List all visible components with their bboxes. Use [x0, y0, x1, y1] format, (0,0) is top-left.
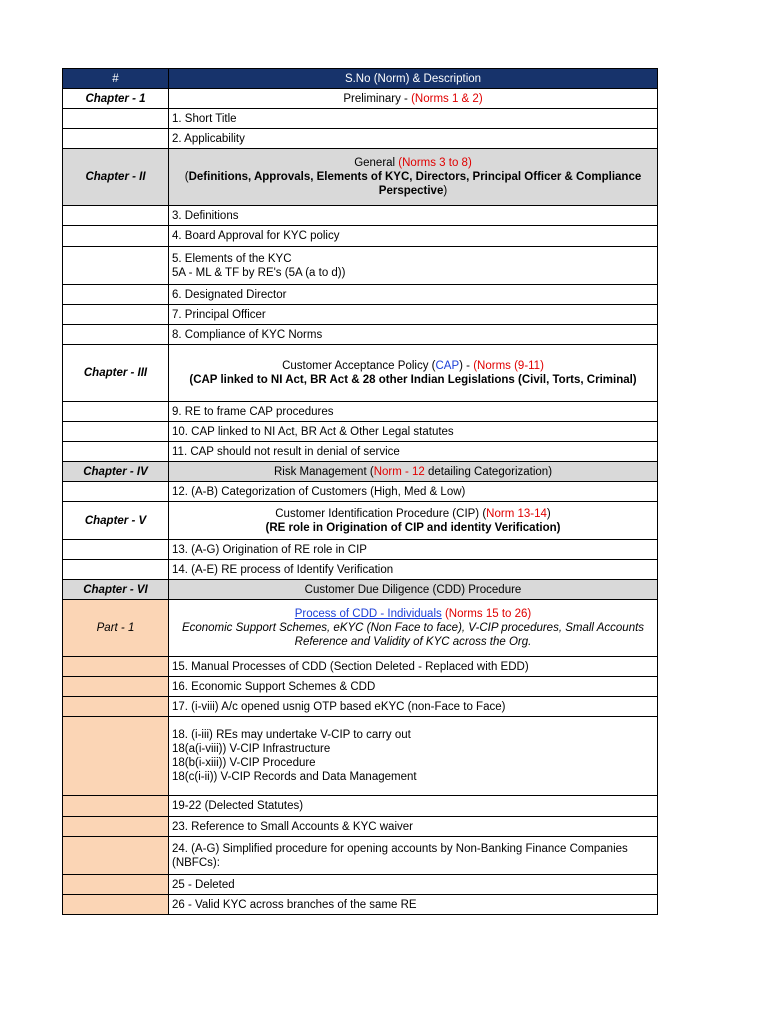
table-row: [63, 305, 658, 325]
chapter-row: [63, 89, 658, 109]
norm-item: 3. Definitions: [169, 206, 658, 226]
kyc-norms-table: [62, 68, 658, 915]
table-row: [63, 442, 658, 462]
chapter-3-title: Customer Acceptance Policy (CAP) - (Norms (9-11) (CAP linked to NI Act, BR Act & 28 other Indian Legislations (Civil, Torts, Criminal): [169, 345, 658, 402]
part-1-label: Part - 1: [63, 600, 169, 657]
norm-item: 14. (A-E) RE process of Identify Verification: [169, 560, 658, 580]
table-row: [63, 129, 658, 149]
part-row: [63, 600, 658, 657]
norm-item: 2. Applicability: [169, 129, 658, 149]
table-row: [63, 796, 658, 817]
chapter-4-title: Risk Management (Norm - 12 detailing Categorization): [169, 462, 658, 482]
table-row: [63, 206, 658, 226]
table-row: [63, 540, 658, 560]
norm-item: 10. CAP linked to NI Act, BR Act & Other Legal statutes: [169, 422, 658, 442]
norm-item: 19-22 (Delected Statutes): [169, 796, 658, 817]
part-1-title: Process of CDD - Individuals (Norms 15 to 26) Economic Support Schemes, eKYC (Non Face to face), V-CIP procedures, Small Accounts Reference and Validity of KYC across the Org.: [169, 600, 658, 657]
table-row: [63, 402, 658, 422]
norm-item: 24. (A-G) Simplified procedure for opening accounts by Non-Banking Finance Companies (NBFCs):: [169, 837, 658, 875]
norm-item: 13. (A-G) Origination of RE role in CIP: [169, 540, 658, 560]
table-row: [63, 817, 658, 837]
chapter-row: [63, 502, 658, 540]
table-header-row: [63, 69, 658, 89]
process-of-cdd-link[interactable]: Process of CDD - Individuals: [294, 608, 442, 620]
norm-item: 16. Economic Support Schemes & CDD: [169, 677, 658, 697]
norm-item: 18. (i-iii) REs may undertake V-CIP to carry out 18(a(i-viii)) V-CIP Infrastructure 18(b(i-xiii)) V-CIP Procedure 18(c(i-ii)) V-CIP Records and Data Management: [169, 717, 658, 796]
norm-item: 15. Manual Processes of CDD (Section Deleted - Replaced with EDD): [169, 657, 658, 677]
norm-item: 11. CAP should not result in denial of service: [169, 442, 658, 462]
chapter-6-title: Customer Due Diligence (CDD) Procedure: [169, 580, 658, 600]
chapter-row: [63, 149, 658, 206]
table-row: [63, 657, 658, 677]
norm-item: 6. Designated Director: [169, 285, 658, 305]
table-row: [63, 482, 658, 502]
chapter-6-label: Chapter - VI: [63, 580, 169, 600]
table-row: [63, 226, 658, 247]
table-row: [63, 422, 658, 442]
norm-item: 7. Principal Officer: [169, 305, 658, 325]
table-row: [63, 717, 658, 796]
table-row: [63, 285, 658, 305]
norm-item: 4. Board Approval for KYC policy: [169, 226, 658, 247]
chapter-2-title: General (Norms 3 to 8) (Definitions, Approvals, Elements of KYC, Directors, Principal Officer & Compliance Perspective): [169, 149, 658, 206]
header-description: S.No (Norm) & Description: [169, 69, 658, 89]
norm-item: 17. (i-viii) A/c opened usnig OTP based eKYC (non-Face to Face): [169, 697, 658, 717]
chapter-1-title: Preliminary - (Norms 1 & 2): [169, 89, 658, 109]
table-row: [63, 247, 658, 285]
chapter-row: [63, 462, 658, 482]
header-hash: #: [63, 69, 169, 89]
chapter-2-label: Chapter - II: [63, 149, 169, 206]
chapter-4-label: Chapter - IV: [63, 462, 169, 482]
table-row: [63, 875, 658, 895]
table-row: [63, 677, 658, 697]
chapter-1-label: Chapter - 1: [63, 89, 169, 109]
table-row: [63, 560, 658, 580]
norm-item: 1. Short Title: [169, 109, 658, 129]
table-row: [63, 837, 658, 875]
norm-item: 12. (A-B) Categorization of Customers (High, Med & Low): [169, 482, 658, 502]
chapter-3-label: Chapter - III: [63, 345, 169, 402]
norm-item: 8. Compliance of KYC Norms: [169, 325, 658, 345]
table-row: [63, 895, 658, 915]
table-row: [63, 697, 658, 717]
chapter-5-title: Customer Identification Procedure (CIP) (Norm 13-14) (RE role in Origination of CIP and identity Verification): [169, 502, 658, 540]
norm-item: 26 - Valid KYC across branches of the same RE: [169, 895, 658, 915]
table-row: [63, 325, 658, 345]
norm-item: 9. RE to frame CAP procedures: [169, 402, 658, 422]
norm-item: 25 - Deleted: [169, 875, 658, 895]
chapter-row: [63, 580, 658, 600]
norm-item: 5. Elements of the KYC 5A - ML & TF by RE's (5A (a to d)): [169, 247, 658, 285]
norm-item: 23. Reference to Small Accounts & KYC waiver: [169, 817, 658, 837]
chapter-5-label: Chapter - V: [63, 502, 169, 540]
chapter-row: [63, 345, 658, 402]
table-row: [63, 109, 658, 129]
